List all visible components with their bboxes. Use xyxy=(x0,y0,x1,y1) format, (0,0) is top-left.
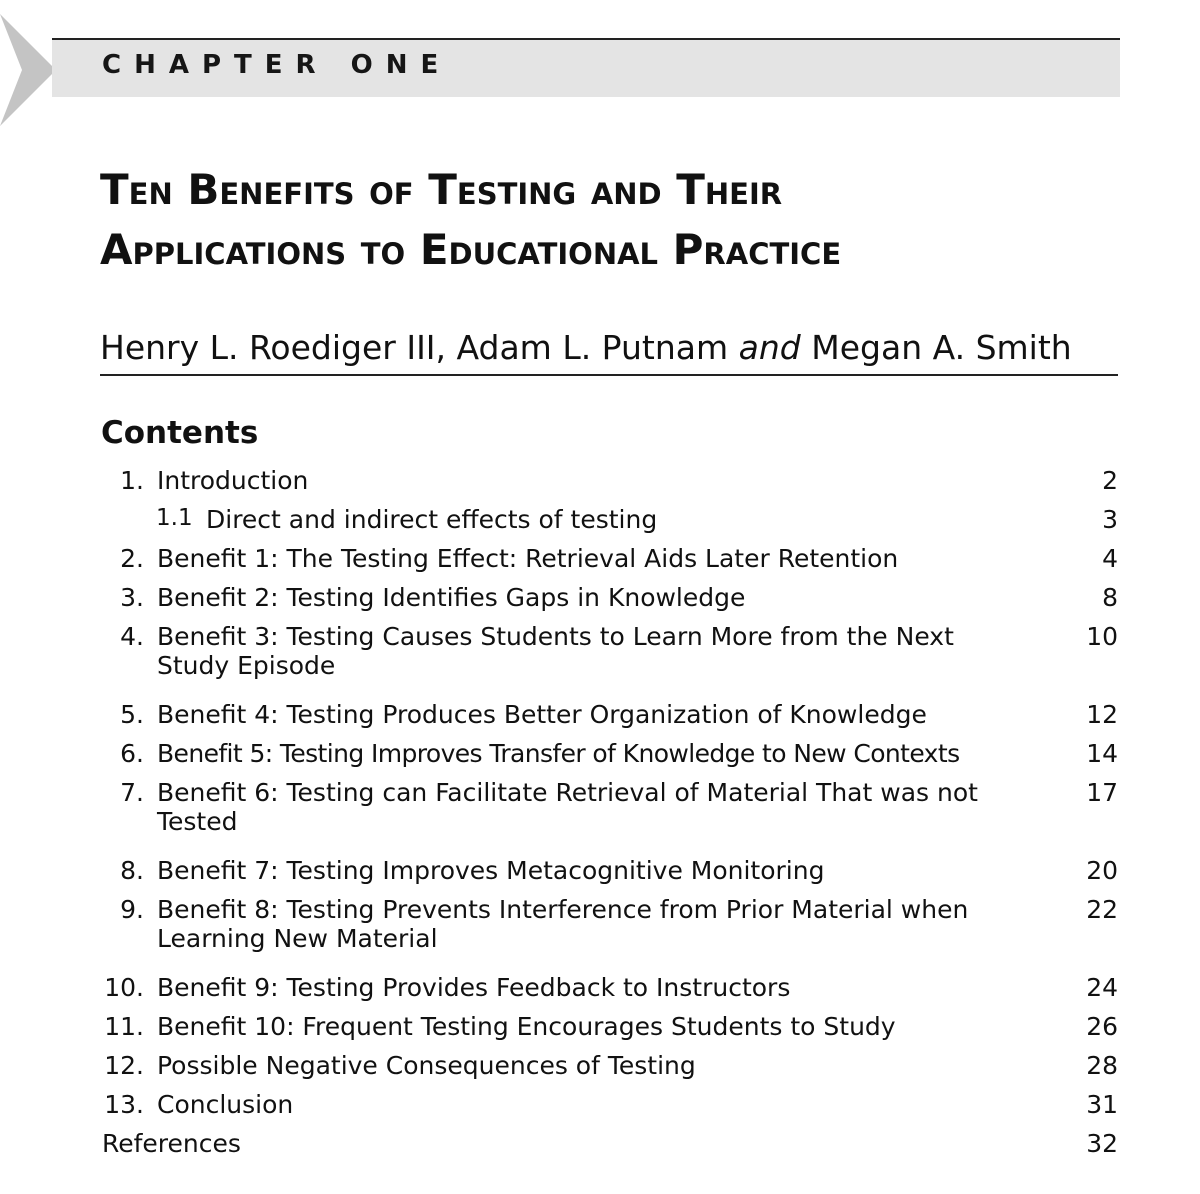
toc-entry-number: 3. xyxy=(120,583,144,612)
toc-entry-number: 7. xyxy=(120,778,144,807)
toc-entry-direct-indirect-effects[interactable] xyxy=(100,505,1120,544)
toc-entry-label: Introduction xyxy=(157,466,309,495)
toc-entry-benefit-2[interactable] xyxy=(100,583,1120,622)
toc-entry-references[interactable] xyxy=(100,1129,1120,1168)
toc-entry-number: 9. xyxy=(120,895,144,924)
toc-entry-label: Direct and indirect effects of testing xyxy=(206,505,658,534)
chapter-title xyxy=(100,160,1160,280)
toc-entry-label xyxy=(157,895,1072,953)
toc-entry-label: Benefit 5: Testing Improves Transfer of Knowledge to New Contexts xyxy=(157,739,960,768)
toc-entry-introduction[interactable] xyxy=(100,466,1120,505)
toc-entry-number: 1. xyxy=(120,466,144,495)
toc-entry-label-line-1: Benefit 6: Testing can Facilitate Retrieval of Material That was not xyxy=(157,778,978,807)
toc-entry-label: Benefit 10: Frequent Testing Encourages Students to Study xyxy=(157,1012,896,1041)
contents-heading: Contents xyxy=(101,415,259,451)
toc-entry-benefit-7[interactable] xyxy=(100,856,1120,895)
toc-entry-benefit-4[interactable] xyxy=(100,700,1120,739)
toc-entry-page: 32 xyxy=(1086,1129,1118,1158)
toc-entry-number: 8. xyxy=(120,856,144,885)
toc-entry-number: 11. xyxy=(104,1012,144,1041)
authors-last: Megan A. Smith xyxy=(811,328,1072,367)
toc-entry-label: Benefit 4: Testing Produces Better Organization of Knowledge xyxy=(157,700,927,729)
toc-entry-number: 4. xyxy=(120,622,144,651)
toc-entry-conclusion[interactable] xyxy=(100,1090,1120,1129)
toc-entry-label-line-2: Study Episode xyxy=(157,651,336,680)
authors-first: Henry L. Roediger III, Adam L. Putnam xyxy=(100,328,729,367)
toc-entry-page: 26 xyxy=(1086,1012,1118,1041)
toc-entry-label xyxy=(157,622,1072,680)
toc-entry-benefit-3[interactable] xyxy=(100,622,1120,700)
toc-entry-label-line-2: Tested xyxy=(157,807,238,836)
toc-entry-number: 10. xyxy=(104,973,144,1002)
toc-entry-benefit-9[interactable] xyxy=(100,973,1120,1012)
toc-entry-page: 12 xyxy=(1086,700,1118,729)
toc-entry-page: 10 xyxy=(1086,622,1118,651)
toc-entry-label: Possible Negative Consequences of Testing xyxy=(157,1051,696,1080)
chapter-title-line-1: Ten Benefits of Testing and Their xyxy=(100,165,783,214)
toc-entry-label: Conclusion xyxy=(157,1090,294,1119)
toc-entry-label-line-2: Learning New Material xyxy=(157,924,438,953)
toc-entry-page: 28 xyxy=(1086,1051,1118,1080)
toc-entry-page: 4 xyxy=(1102,544,1118,573)
toc-entry-label: Benefit 7: Testing Improves Metacognitive Monitoring xyxy=(157,856,825,885)
toc-entry-number: 6. xyxy=(120,739,144,768)
toc-entry-page: 14 xyxy=(1086,739,1118,768)
toc-entry-number: 2. xyxy=(120,544,144,573)
toc-entry-page: 3 xyxy=(1102,505,1118,534)
toc-entry-page: 20 xyxy=(1086,856,1118,885)
toc-entry-label xyxy=(157,778,1072,836)
chapter-chevron-notch xyxy=(0,14,22,126)
toc-entry-label: Benefit 1: The Testing Effect: Retrieval Aids Later Retention xyxy=(157,544,899,573)
toc-entry-benefit-6[interactable] xyxy=(100,778,1120,856)
authors-line xyxy=(100,326,1118,376)
toc-entry-page: 8 xyxy=(1102,583,1118,612)
toc-entry-label: Benefit 2: Testing Identifies Gaps in Knowledge xyxy=(157,583,746,612)
toc-entry-negative-consequences[interactable] xyxy=(100,1051,1120,1090)
toc-entry-page: 24 xyxy=(1086,973,1118,1002)
toc-entry-benefit-5[interactable] xyxy=(100,739,1120,778)
toc-entry-benefit-10[interactable] xyxy=(100,1012,1120,1051)
chapter-label: CHAPTER ONE xyxy=(102,50,452,80)
toc-entry-label-line-1: Benefit 3: Testing Causes Students to Learn More from the Next xyxy=(157,622,954,651)
toc-entry-label: Benefit 9: Testing Provides Feedback to Instructors xyxy=(157,973,791,1002)
toc-entry-benefit-8[interactable] xyxy=(100,895,1120,973)
toc-entry-label-line-1: Benefit 8: Testing Prevents Interference from Prior Material when xyxy=(157,895,969,924)
toc-entry-page: 2 xyxy=(1102,466,1118,495)
toc-entry-page: 22 xyxy=(1086,895,1118,924)
chapter-title-line-2: Applications to Educational Practice xyxy=(100,225,842,274)
toc-entry-number: 5. xyxy=(120,700,144,729)
toc-entry-number: 12. xyxy=(104,1051,144,1080)
authors-conjunction: and xyxy=(738,328,801,367)
toc-entry-number: 1.1 xyxy=(156,505,193,531)
toc-entry-number: 13. xyxy=(104,1090,144,1119)
toc-entry-benefit-1[interactable] xyxy=(100,544,1120,583)
toc-entry-page: 17 xyxy=(1086,778,1118,807)
toc-entry-page: 31 xyxy=(1086,1090,1118,1119)
toc-entry-label: References xyxy=(102,1129,241,1158)
table-of-contents xyxy=(100,466,1120,1168)
